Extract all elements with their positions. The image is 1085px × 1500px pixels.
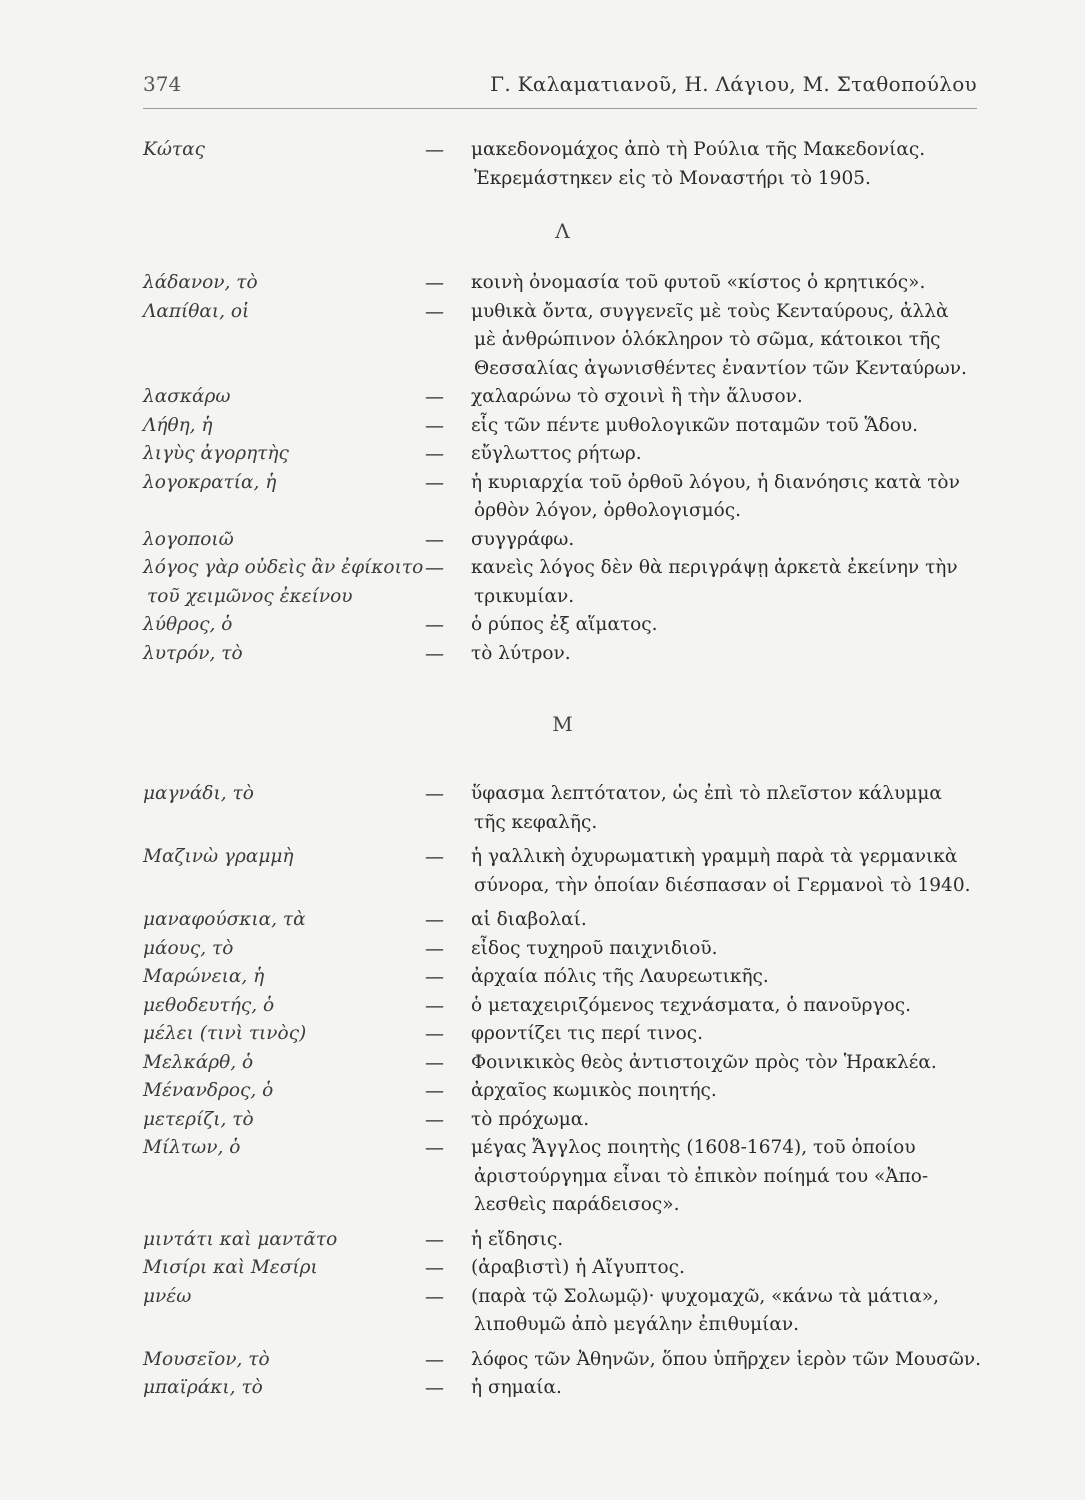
entry-term [143,780,254,809]
entry-definition-line: ἡ εἴδησις. [471,1228,564,1250]
entry-term-line: Μαζινὼ γραμμὴ [143,846,294,867]
entry-term-line: μπαϊράκι, τὸ [143,1377,263,1398]
glossary-entry [143,526,983,555]
entry-definition [471,298,983,384]
entry-dash: — [425,909,444,931]
entry-definition-line: εὔγλωττος ρήτωρ. [471,443,642,464]
entry-definition-line: αἱ διαβολαί. [471,909,587,930]
entry-term [143,1049,253,1078]
entry-dash: — [425,272,444,294]
glossary-entry [143,412,983,441]
entry-term-line: Μένανδρος, ὁ [143,1080,274,1101]
entry-definition-line: (ἀραβιστὶ) ἡ Αἴγυπτος. [471,1257,685,1278]
entry-term [143,136,205,165]
entry-definition [471,269,983,298]
entry-term-line: μετερίζι, τὸ [143,1108,254,1130]
entry-term-line: λύθρος, ὁ [143,614,233,635]
entry-definition-line: χαλαρώνω τὸ σχοινὶ ἢ τὴν ἅλυσον. [471,386,803,407]
entry-dash: — [425,846,444,868]
entry-definition-line: ἀριστούργημα εἶναι τὸ ἐπικὸν ποίημά του «Ἀπο- [474,1165,929,1187]
entry-term-line: τοῦ χειμῶνος ἐκείνου [147,585,353,607]
entry-definition-line: κανεὶς λόγος δὲν θὰ περιγράψῃ ἀρκετὰ ἐκείνην τὴν [471,557,958,578]
glossary-entry [143,440,983,469]
entry-term [143,906,306,935]
entry-term [143,1254,318,1283]
entry-definition-line: μὲ ἀνθρώπινον ὁλόκληρον τὸ σῶμα, κάτοικοι τῆς [474,329,941,350]
entry-dash: — [425,139,444,161]
entry-term-line: Λήθη, ἡ [143,414,213,436]
entry-dash: — [425,528,444,551]
glossary-entry [143,1049,983,1078]
entry-definition-line: ὁ μεταχειριζόμενος τεχνάσματα, ὁ πανοῦργος. [471,994,911,1016]
entry-dash: — [425,1228,444,1251]
entry-definition-line: εἶδος τυχηροῦ παιχνιδιοῦ. [471,937,718,959]
entry-term [143,383,230,412]
glossary-entry [143,1226,983,1255]
entry-dash: — [425,1023,444,1045]
entry-definition-line: φροντίζει τις περί τινος. [471,1023,704,1044]
entry-definition-line: τὸ πρόχωμα. [471,1108,590,1130]
entry-definition [471,963,983,992]
entry-term-line: λογοποιῶ [143,528,234,550]
glossary-entry [143,269,983,298]
glossary-entry [143,780,983,837]
glossary-entry [143,1283,983,1340]
entry-definition [471,440,983,469]
glossary-entry [143,554,983,611]
entry-definition-line: ἡ κυριαρχία τοῦ ὀρθοῦ λόγου, ἡ διανόησις κατὰ τὸν [471,471,960,493]
entry-term [143,1077,273,1106]
entry-definition [471,526,983,555]
entry-term [143,526,234,555]
entry-dash: — [425,471,444,494]
glossary-entry [143,383,983,412]
entry-term [143,1106,254,1135]
entry-definition-line: τῆς κεφαλῆς. [474,811,598,833]
entry-term-line: μεθοδευτής, ὁ [143,994,275,1016]
glossary-entry [143,1077,983,1106]
entry-term [143,935,233,964]
entry-definition [471,412,983,441]
entry-definition-line: τὸ λύτρον. [471,642,571,664]
entry-definition [471,1283,983,1340]
entry-term [143,1226,337,1255]
entry-definition [471,136,983,193]
glossary-entry [143,640,983,669]
entry-dash: — [425,937,444,960]
running-title: Γ. Καλαματιανοῦ, Η. Λάγιου, Μ. Σταθοπούλου [490,72,977,96]
section-heading-lambda: Λ [555,219,571,243]
entry-dash: — [425,994,444,1017]
entry-term-line: Λαπίθαι, οἱ [143,300,250,322]
entry-dash: — [425,414,444,437]
entry-definition-line: λεσθεὶς παράδεισος». [474,1194,680,1215]
entry-definition [471,1106,983,1135]
glossary-entry [143,469,983,526]
entry-term [143,554,423,611]
entry-term [143,611,232,640]
glossary-entry [143,1134,983,1220]
entry-definition-line: λιποθυμῶ ἀπὸ μεγάλην ἐπιθυμίαν. [474,1314,800,1335]
glossary-entry [143,1254,983,1283]
entries-group-k [143,136,983,193]
entry-term [143,963,264,992]
entry-term-line: μέλει (τινὶ τινὸς) [143,1023,307,1044]
entry-term [143,992,274,1021]
entry-dash: — [425,966,444,988]
entry-definition-line: εἷς τῶν πέντε μυθολογικῶν ποταμῶν τοῦ Ἅδου. [471,414,918,436]
entry-dash: — [425,443,444,465]
entry-term-line: λυτρόν, τὸ [143,642,243,664]
glossary-entry [143,1346,983,1375]
entry-definition-line: ὕφασμα λεπτότατον, ὡς ἐπὶ τὸ πλεῖστον κάλυμμα [471,783,942,804]
entry-term-line: λασκάρω [143,386,231,407]
entry-term [143,1134,240,1163]
entry-definition [471,611,983,640]
entry-definition [471,469,983,526]
entry-definition-line: (παρὰ τῷ Σολωμῷ)· ψυχομαχῶ, «κάνω τὰ μάτια», [471,1285,940,1307]
entry-definition-line: Ἐκρεμάστηκεν εἰς τὸ Μοναστήρι τὸ 1905. [474,167,871,189]
entry-term-line: λιγὺς ἀγορητὴς [143,443,289,464]
glossary-entry [143,935,983,964]
entry-term-line: λάδανον, τὸ [143,272,258,293]
entry-dash: — [425,1051,444,1074]
entries-group-mu [143,780,983,1403]
entry-term-line: μιντάτι καὶ μαντᾶτο [143,1228,338,1250]
entry-definition [471,383,983,412]
entry-term-line: λόγος γὰρ οὐδεὶς ἂν ἐφίκοιτο [143,557,424,578]
entry-definition [471,1134,983,1220]
entry-definition-line: Φοινικικὸς θεὸς ἀντιστοιχῶν πρὸς τὸν Ἡρακλέα. [471,1051,937,1073]
entry-dash: — [425,300,444,323]
entry-definition [471,640,983,669]
entry-definition [471,1346,983,1375]
entry-definition-line: συγγράφω. [471,528,575,550]
entry-term-line: Μουσεῖον, τὸ [143,1348,270,1370]
entry-definition [471,906,983,935]
entry-term-line: Μαρώνεια, ἡ [143,966,265,987]
glossary-entry [143,963,983,992]
entry-definition-line: μακεδονομάχος ἀπὸ τὴ Ρούλια τῆς Μακεδονίας. [471,139,926,160]
entry-definition [471,1049,983,1078]
entry-definition-line: μέγας Ἄγγλος ποιητὴς (1608-1674), τοῦ ὁποίου [471,1137,916,1158]
entry-definition-line: λόφος τῶν Ἀθηνῶν, ὅπου ὑπῆρχεν ἱερὸν τῶν Μουσῶν. [471,1348,982,1370]
entry-term [143,1374,263,1403]
entry-definition-line: ὁ ρύπος ἐξ αἵματος. [471,614,658,635]
entry-dash: — [425,1377,444,1399]
entry-dash: — [425,783,444,805]
section-heading-mu: Μ [552,712,574,736]
glossary-entry [143,1020,983,1049]
entry-term-line: Κώτας [143,139,205,160]
entry-dash: — [425,557,444,579]
entry-definition-line: ἀρχαία πόλις τῆς Λαυρεωτικῆς. [471,966,769,987]
entry-term [143,1346,270,1375]
entry-term-line: μάους, τὸ [143,937,234,959]
glossary-entry [143,992,983,1021]
entry-definition-line: μυθικὰ ὄντα, συγγενεῖς μὲ τοὺς Κενταύρους, ἀλλὰ [471,300,949,322]
entry-term [143,1020,306,1049]
entry-term [143,469,276,498]
page-number: 374 [143,72,182,96]
entry-definition [471,992,983,1021]
entry-definition [471,1226,983,1255]
entry-term [143,298,249,327]
entry-definition [471,554,983,611]
entry-definition-line: κοινὴ ὀνομασία τοῦ φυτοῦ «κίστος ὁ κρητικός». [471,272,926,293]
entry-definition [471,1374,983,1403]
glossary-entry [143,611,983,640]
entry-term-line: μνέω [143,1285,192,1307]
glossary-entries [143,136,983,1403]
entry-term [143,440,289,469]
entry-dash: — [425,1080,444,1102]
glossary-entry [143,136,983,193]
entry-definition [471,780,983,837]
entry-definition-line: ὀρθὸν λόγον, ὀρθολογισμός. [474,500,741,521]
glossary-entry [143,1106,983,1135]
entry-definition-line: ἀρχαῖος κωμικὸς ποιητής. [471,1080,717,1101]
entry-term-line: Μισίρι καὶ Μεσίρι [143,1257,318,1278]
entry-term-line: λογοκρατία, ἡ [143,471,277,493]
entry-definition [471,1020,983,1049]
entry-dash: — [425,1108,444,1131]
entry-dash: — [425,642,444,665]
entry-definition [471,843,983,900]
entry-term-line: μαγνάδι, τὸ [143,783,254,804]
page-header [143,68,977,109]
entry-definition-line: τρικυμίαν. [474,585,575,607]
entry-dash: — [425,614,444,636]
entry-dash: — [425,1257,444,1279]
glossary-entry [143,843,983,900]
entry-term [143,269,258,298]
entry-term [143,412,213,441]
glossary-entry [143,1374,983,1403]
entries-group-lambda [143,269,983,668]
entry-term-line: μαναφούσκια, τὰ [143,909,306,930]
entry-term [143,1283,191,1312]
entry-definition-line: ἡ γαλλικὴ ὀχυρωματικὴ γραμμὴ παρὰ τὰ γερμανικὰ [471,846,958,867]
entry-definition-line: Θεσσαλίας ἀγωνισθέντες ἐναντίον τῶν Κενταύρων. [474,357,967,379]
entry-definition-line: ἡ σημαία. [471,1377,562,1398]
entry-dash: — [425,1348,444,1371]
entry-definition [471,1254,983,1283]
entry-dash: — [425,1137,444,1159]
entry-term [143,843,293,872]
entry-dash: — [425,1285,444,1308]
entry-dash: — [425,386,444,408]
glossary-entry [143,298,983,384]
entry-definition [471,935,983,964]
entry-definition [471,1077,983,1106]
entry-term [143,640,243,669]
entry-definition-line: σύνορα, τὴν ὁποίαν διέσπασαν οἱ Γερμανοὶ τὸ 1940. [474,874,971,896]
entry-term-line: Μίλτων, ὁ [143,1137,241,1158]
glossary-entry [143,906,983,935]
entry-term-line: Μελκάρθ, ὁ [143,1051,254,1073]
